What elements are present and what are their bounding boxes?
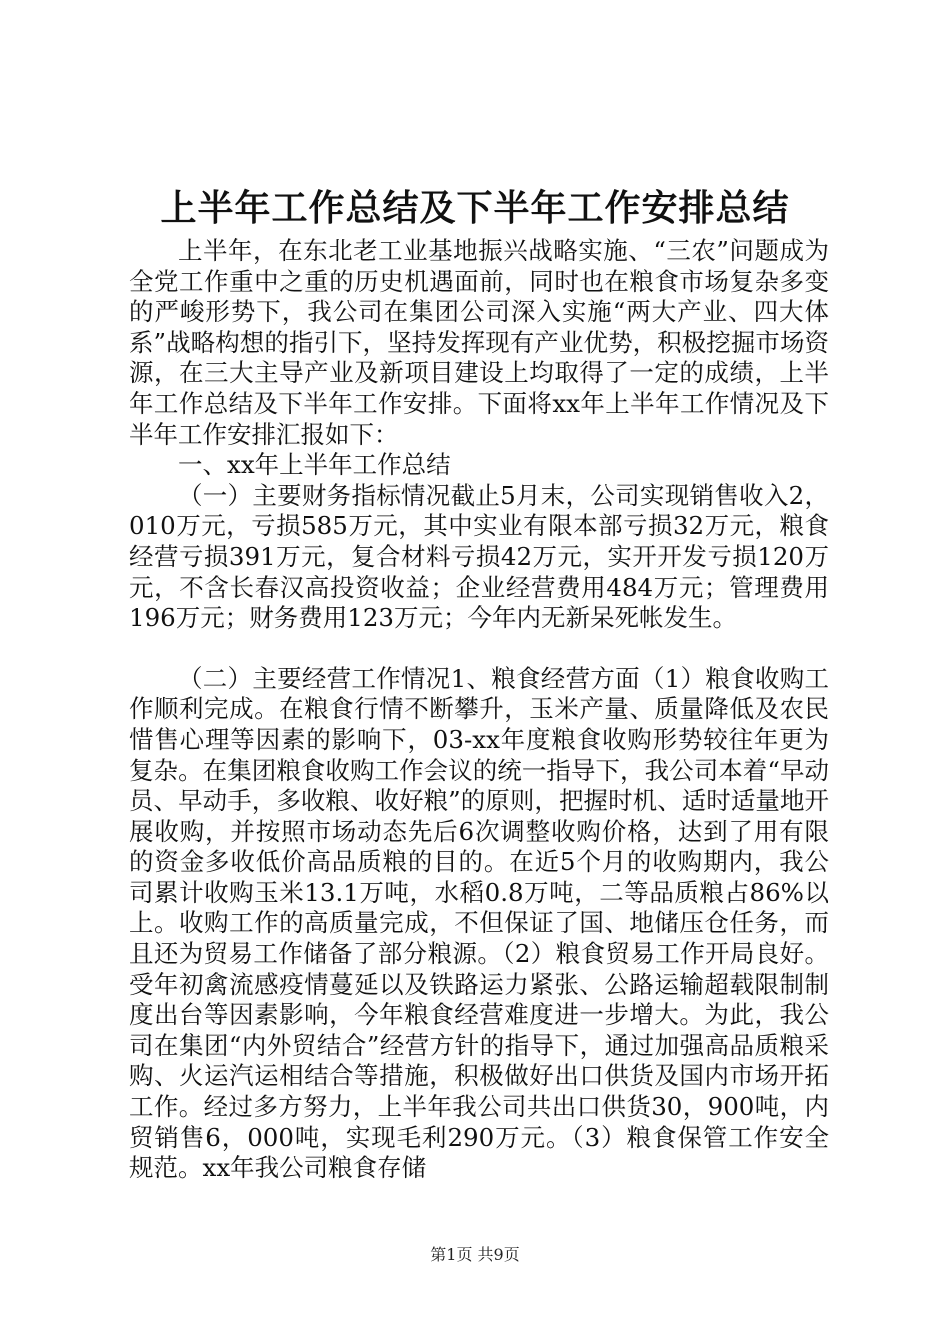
document-title: 上半年工作总结及下半年工作安排总结 xyxy=(160,187,790,229)
section-heading-1: 一、xx年上半年工作总结 xyxy=(178,450,451,480)
page-number-footer: 第1页 共9页 xyxy=(430,1245,520,1264)
document-body xyxy=(129,236,829,1184)
paragraph-financial-indicators: （一）主要财务指标情况截止5月末，公司实现销售收入2，010万元，亏损585万元，其中实业有限本部亏损32万元，粮食经营亏损391万元，复合材料亏损42万元，实开开发亏损120万元，不含长春汉高投资收益；企业经营费用484万元；管理费用196万元；财务费用123万元；今年内无新呆死帐发生。 xyxy=(129,480,829,633)
paragraph-operations: （二）主要经营工作情况1、粮食经营方面（1）粮食收购工作顺利完成。在粮食行情不断攀升，玉米产量、质量降低及农民惜售心理等因素的影响下，03-xx年度粮食收购形势较往年更为复杂。在集团粮食收购工作会议的统一指导下，我公司本着“早动员、早动手，多收粮、收好粮”的原则，把握时机、适时适量地开展收购，并按照市场动态先后6次调整收购价格，达到了用有限的资金多收低价高品质粮的目的。在近5个月的收购期内，我公司累计收购玉米13.1万吨，水稻0.8万吨，二等品质粮占86%以上。收购工作的高质量完成，不但保证了国、地储压仓任务，而且还为贸易工作储备了部分粮源。（2）粮食贸易工作开局良好。受年初禽流感疫情蔓延以及铁路运力紧张、公路运输超载限制制度出台等因素影响，今年粮食经营难度进一步增大。为此，我公司在集团“内外贸结合”经营方针的指导下，通过加强高品质粮采购、火运汽运相结合等措施，积极做好出口供货及国内市场开拓工作。经过多方努力，上半年我公司共出口供货30，900吨，内贸销售6，000吨，实现毛利290万元。（3）粮食保管工作安全规范。xx年我公司粮食存储 xyxy=(129,663,829,1183)
paragraph-intro: 上半年，在东北老工业基地振兴战略实施、“三农”问题成为全党工作重中之重的历史机遇面前，同时也在粮食市场复杂多变的严峻形势下，我公司在集团公司深入实施“两大产业、四大体系”战略构想的指引下，坚持发挥现有产业优势，积极挖掘市场资源，在三大主导产业及新项目建设上均取得了一定的成绩，上半年工作总结及下半年工作安排。下面将xx年上半年工作情况及下半年工作安排汇报如下： xyxy=(129,236,829,449)
